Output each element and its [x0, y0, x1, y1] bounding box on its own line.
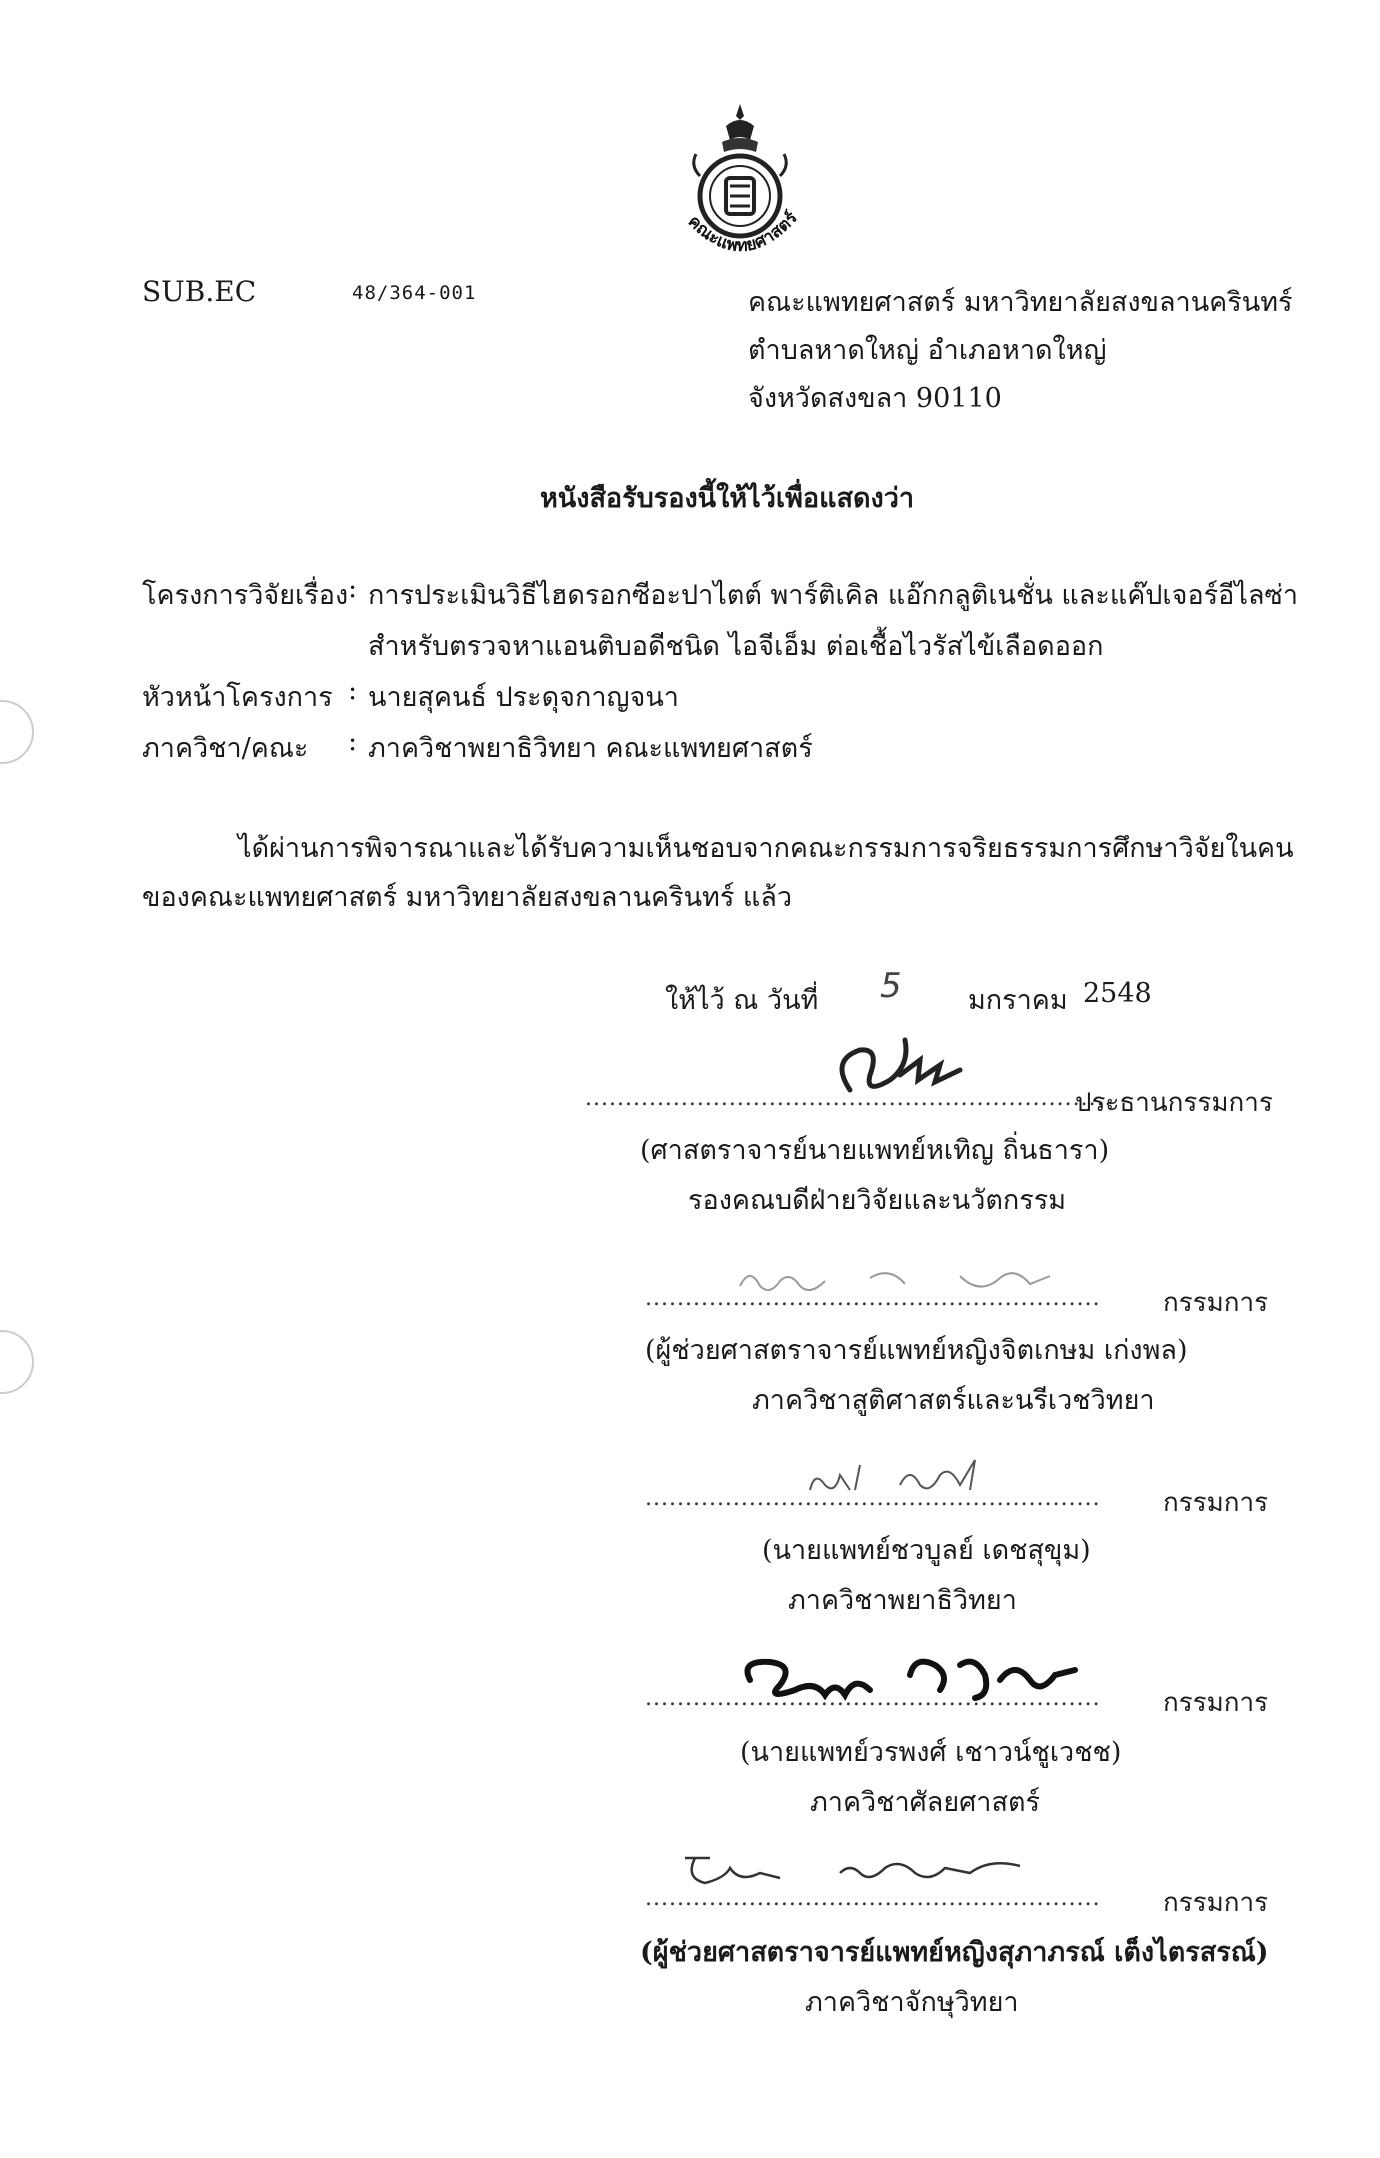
sig-position-member-2: ภาควิชาพยาธิวิทยา	[788, 1585, 1017, 1616]
date-prefix: ให้ไว้ ณ วันที่	[665, 985, 819, 1016]
sig-position-chair: รองคณบดีฝ่ายวิจัยและนวัตกรรม	[688, 1185, 1067, 1216]
field-value-dept: ภาควิชาพยาธิวิทยา คณะแพทยศาสตร์	[368, 733, 813, 764]
field-colon-lead: :	[348, 675, 358, 706]
address-line-2: ตำบลหาดใหญ่ อำเภอหาดใหญ่	[748, 335, 1107, 366]
field-label-project: โครงการวิจัยเรื่อง	[142, 580, 349, 611]
sig-line-member-3: .........................................................	[645, 1686, 1101, 1711]
punch-hole-bottom	[0, 1330, 34, 1394]
sig-position-member-4: ภาควิชาจักษุวิทยา	[805, 1987, 1019, 2018]
sig-role-member-2: กรรมการ	[1163, 1488, 1269, 1518]
field-value-project-cont: สำหรับตรวจหาแอนติบอดีชนิด ไอจีเอ็ม ต่อเชื้อไวรัสไข้เลือดออก	[368, 631, 1104, 662]
document-title: หนังสือรับรองนี้ให้ไว้เพื่อแสดงว่า	[540, 483, 915, 514]
sig-line-member-2: .........................................................	[645, 1486, 1101, 1511]
faculty-logo	[660, 96, 820, 276]
sig-position-member-1: ภาควิชาสูติศาสตร์และนรีเวชวิทยา	[752, 1385, 1155, 1416]
field-colon-dept: :	[348, 726, 358, 757]
punch-hole-top	[0, 700, 34, 764]
address-line-1: คณะแพทยศาสตร์ มหาวิทยาลัยสงขลานครินทร์	[748, 287, 1293, 318]
sig-name-member-4: (ผู้ช่วยศาสตราจารย์แพทย์หญิงสุภาภรณ์ เต็งไตรสรณ์)	[640, 1937, 1269, 1968]
ref-number: 48/364-001	[352, 282, 477, 304]
field-value-project: การประเมินวิธีไฮดรอกซีอะปาไตต์ พาร์ติเคิล แอ๊กกลูติเนชั่น และแค๊ปเจอร์อีไลซ่า	[368, 580, 1299, 611]
sig-name-member-2: (นายแพทย์ชวบูลย์ เดชสุขุม)	[762, 1535, 1091, 1566]
sig-name-member-1: (ผู้ช่วยศาสตราจารย์แพทย์หญิงจิตเกษม เก่งพล)	[645, 1335, 1188, 1366]
field-label-lead: หัวหน้าโครงการ	[142, 682, 333, 713]
address-line-3: จังหวัดสงขลา 90110	[748, 383, 1002, 414]
body-line-1: ได้ผ่านการพิจารณาและได้รับความเห็นชอบจากคณะกรรมการจริยธรรมการศึกษาวิจัยในคน	[238, 833, 1294, 864]
sig-line-member-4: .........................................................	[645, 1886, 1101, 1911]
field-label-dept: ภาควิชา/คณะ	[142, 733, 309, 764]
sig-name-member-3: (นายแพทย์วรพงศ์ เชาวน์ชูเวชช)	[740, 1737, 1122, 1768]
date-day: 5	[880, 966, 902, 1006]
sig-line-chair: ..................................................................	[585, 1086, 1113, 1111]
sig-role-member-1: กรรมการ	[1163, 1288, 1269, 1318]
date-month: มกราคม	[968, 985, 1068, 1016]
date-year: 2548	[1083, 978, 1152, 1009]
sig-name-chair: (ศาสตราจารย์นายแพทย์หเทิญ ถิ่นธารา)	[640, 1135, 1110, 1166]
field-value-lead: นายสุคนธ์ ประดุจกาญจนา	[368, 682, 679, 713]
body-line-2: ของคณะแพทยศาสตร์ มหาวิทยาลัยสงขลานครินทร์ แล้ว	[142, 882, 793, 913]
sig-line-member-1: .........................................................	[645, 1286, 1101, 1311]
sig-position-member-3: ภาควิชาศัลยศาสตร์	[810, 1787, 1040, 1818]
crest-icon	[660, 96, 820, 276]
ref-code: SUB.EC	[142, 275, 257, 308]
sig-role-member-4: กรรมการ	[1163, 1888, 1269, 1918]
field-colon-project: :	[348, 573, 358, 604]
sig-role-member-3: กรรมการ	[1163, 1688, 1269, 1718]
logo-text: คณะแพทยศาสตร์	[683, 208, 802, 257]
sig-role-chair: ประธานกรรมการ	[1075, 1088, 1273, 1118]
